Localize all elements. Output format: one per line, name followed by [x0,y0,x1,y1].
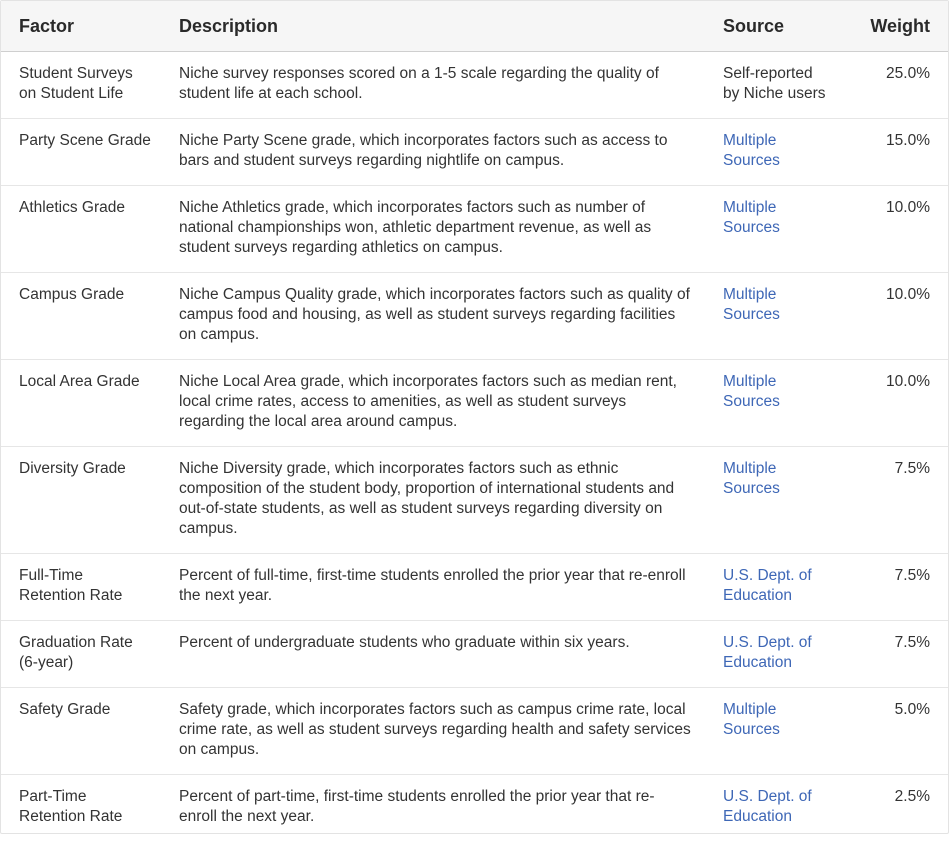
factor-cell: Local Area Grade [1,360,161,447]
table-row [1,186,948,273]
description-cell: Niche Local Area grade, which incorporates factors such as median rent, local crime rates, access to amenities, as well as student surveys regarding the local area around campus. [161,360,705,447]
header-weight: Weight [835,1,948,52]
table-row [1,360,948,447]
factor-cell: Graduation Rate (6-year) [1,621,161,688]
table-row [1,775,948,841]
source-link[interactable]: Multiple Sources [723,701,780,738]
description-cell: Niche survey responses scored on a 1-5 scale regarding the quality of student life at each school. [161,52,705,119]
factor-cell: Student Surveys on Student Life [1,52,161,119]
weight-cell: 7.5% [835,621,948,688]
source-link[interactable]: Multiple Sources [723,460,780,497]
weight-cell: 7.5% [835,447,948,554]
factor-cell: Safety Grade [1,688,161,775]
source-text: Self-reported by Niche users [723,65,826,102]
source-link[interactable]: Multiple Sources [723,373,780,410]
source-link[interactable]: Multiple Sources [723,132,780,169]
weight-cell: 7.5% [835,554,948,621]
factor-cell: Party Scene Grade [1,119,161,186]
source-link[interactable]: U.S. Dept. of Education [723,634,812,671]
table-row [1,52,948,119]
factor-cell: Campus Grade [1,273,161,360]
header-source: Source [705,1,835,52]
factor-cell: Part-Time Retention Rate [1,775,161,841]
weight-cell: 10.0% [835,273,948,360]
weight-cell: 2.5% [835,775,948,841]
header-description: Description [161,1,705,52]
factor-cell: Full-Time Retention Rate [1,554,161,621]
factor-cell: Athletics Grade [1,186,161,273]
description-cell: Safety grade, which incorporates factors such as campus crime rate, local crime rate, as well as student surveys regarding health and safety services on campus. [161,688,705,775]
table-row [1,447,948,554]
source-link[interactable]: Multiple Sources [723,286,780,323]
table-row [1,688,948,775]
description-cell: Niche Diversity grade, which incorporates factors such as ethnic composition of the student body, proportion of international students and out-of-state students, as well as student surveys regarding diversity on campus. [161,447,705,554]
factors-table [1,1,948,841]
source-link[interactable]: U.S. Dept. of Education [723,567,812,604]
weight-cell: 15.0% [835,119,948,186]
table-body [1,52,948,841]
table-row [1,119,948,186]
description-cell: Percent of part-time, first-time students enrolled the prior year that re-enroll the next year. [161,775,705,841]
header-factor: Factor [1,1,161,52]
description-cell: Niche Party Scene grade, which incorporates factors such as access to bars and student surveys regarding nightlife on campus. [161,119,705,186]
source-link[interactable]: U.S. Dept. of Education [723,788,812,825]
weight-cell: 25.0% [835,52,948,119]
table-row [1,554,948,621]
table-row [1,621,948,688]
weight-cell: 10.0% [835,186,948,273]
table-header [1,1,948,52]
description-cell: Percent of undergraduate students who graduate within six years. [161,621,705,688]
header-row [1,1,948,52]
description-cell: Niche Athletics grade, which incorporates factors such as number of national championships won, athletic department revenue, as well as student surveys regarding athletics on campus. [161,186,705,273]
weight-cell: 5.0% [835,688,948,775]
description-cell: Percent of full-time, first-time students enrolled the prior year that re-enroll the next year. [161,554,705,621]
description-cell: Niche Campus Quality grade, which incorporates factors such as quality of campus food and housing, as well as student surveys regarding facilities on campus. [161,273,705,360]
table-row [1,273,948,360]
factor-cell: Diversity Grade [1,447,161,554]
source-link[interactable]: Multiple Sources [723,199,780,236]
weight-cell: 10.0% [835,360,948,447]
